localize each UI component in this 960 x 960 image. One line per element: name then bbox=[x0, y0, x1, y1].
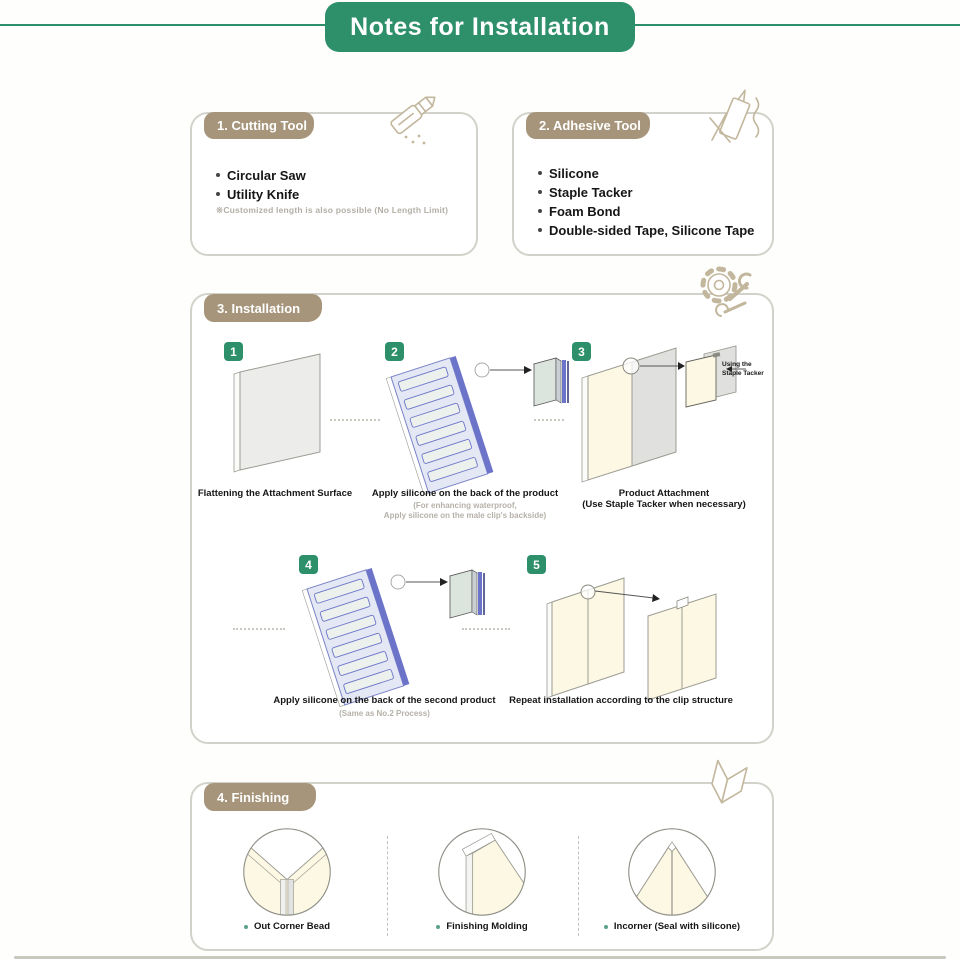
title-line-left bbox=[0, 24, 325, 26]
finishing-label: 4. Finishing bbox=[204, 783, 316, 811]
dotted-separator bbox=[534, 419, 564, 421]
out-corner-bead-figure bbox=[240, 825, 334, 919]
incorner-figure bbox=[625, 825, 719, 919]
step2-diagram bbox=[378, 346, 548, 491]
bullet-dot bbox=[436, 925, 440, 929]
footer-divider bbox=[14, 956, 946, 959]
cutting-tool-label: 1. Cutting Tool bbox=[204, 112, 314, 139]
step-badge: 1 bbox=[224, 342, 243, 361]
cutting-note: ※Customized length is also possible (No Length Limit) bbox=[216, 205, 449, 215]
finishing-item-text: Incorner (Seal with silicone) bbox=[613, 921, 741, 932]
list-item bbox=[216, 166, 448, 184]
step4-subcaption: (Same as No.2 Process) bbox=[339, 709, 430, 718]
adhesive-item-label: Foam Bond bbox=[549, 203, 621, 219]
bullet-dot bbox=[244, 925, 248, 929]
finishing-item-label bbox=[217, 921, 357, 932]
step-badge: 4 bbox=[299, 555, 318, 574]
adhesive-item-label: Staple Tacker bbox=[549, 184, 633, 200]
step-badge: 3 bbox=[572, 342, 591, 361]
corner-bead-icon bbox=[702, 758, 757, 816]
finishing-item-text: Finishing Molding bbox=[446, 921, 528, 932]
step1-diagram bbox=[226, 348, 341, 473]
step1-caption: Flattening the Attachment Surface bbox=[197, 488, 353, 499]
finishing-item-text: Out Corner Bead bbox=[253, 921, 330, 932]
cutting-item-label: Circular Saw bbox=[227, 167, 306, 183]
dotted-separator bbox=[462, 628, 510, 630]
dashed-separator bbox=[578, 836, 579, 936]
step2-caption: Apply silicone on the back of the product bbox=[371, 488, 559, 499]
dotted-separator bbox=[233, 628, 285, 630]
step4-diagram bbox=[294, 558, 464, 703]
step3-caption: Product Attachment bbox=[618, 488, 710, 499]
page-title: Notes for Installation bbox=[325, 2, 635, 52]
bullet-dot bbox=[538, 171, 542, 175]
finishing-molding-figure bbox=[435, 825, 529, 919]
step2-subcaption: (For enhancing waterproof, bbox=[413, 501, 517, 510]
dotted-separator bbox=[330, 419, 380, 421]
finishing-item-label bbox=[582, 921, 762, 932]
adhesive-item-label: Double-sided Tape, Silicone Tape bbox=[549, 222, 755, 238]
step-badge: 5 bbox=[527, 555, 546, 574]
gear-wrench-icon bbox=[695, 262, 759, 324]
bullet-dot bbox=[604, 925, 608, 929]
staple-tacker-annotation: Using the Staple Tacker bbox=[722, 361, 764, 377]
utility-knife-icon bbox=[372, 88, 448, 150]
cutting-item-label: Utility Knife bbox=[227, 186, 300, 202]
title-line-right bbox=[635, 24, 960, 26]
silicone-tube-icon bbox=[700, 84, 772, 154]
adhesive-tool-label: 2. Adhesive Tool bbox=[526, 112, 650, 139]
adhesive-item-label: Silicone bbox=[549, 165, 599, 181]
dashed-separator bbox=[387, 836, 388, 936]
bullet-dot bbox=[216, 173, 220, 177]
step5-caption: Repeat installation according to the clip structure bbox=[509, 695, 733, 706]
step4-caption: Apply silicone on the back of the second product bbox=[273, 695, 496, 706]
step3-caption2: (Use Staple Tacker when necessary) bbox=[582, 499, 746, 510]
list-item bbox=[216, 185, 448, 203]
bullet-dot bbox=[538, 190, 542, 194]
installation-label: 3. Installation bbox=[204, 294, 322, 322]
finishing-item-label bbox=[412, 921, 552, 932]
step5-diagram bbox=[536, 554, 721, 699]
bullet-dot bbox=[538, 209, 542, 213]
bullet-dot bbox=[216, 192, 220, 196]
step2-subcaption: Apply silicone on the male clip's backside) bbox=[383, 511, 547, 520]
bullet-dot bbox=[538, 228, 542, 232]
step-badge: 2 bbox=[385, 342, 404, 361]
